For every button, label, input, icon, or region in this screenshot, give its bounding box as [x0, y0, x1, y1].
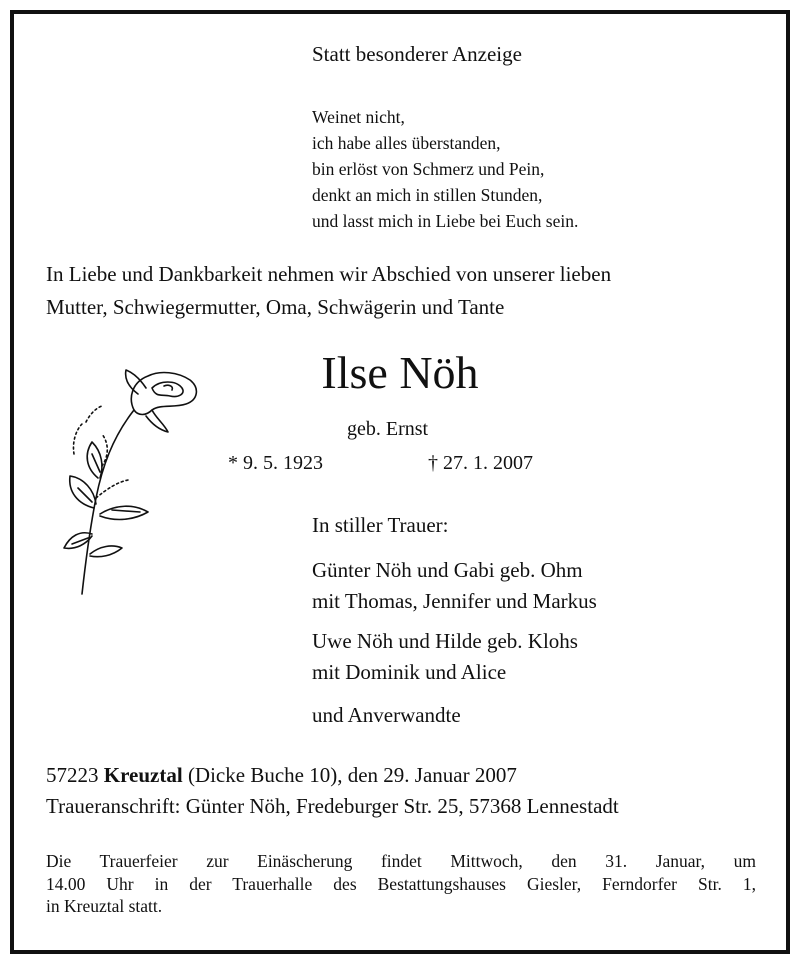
- notice-header: Statt besonderer Anzeige: [312, 42, 522, 66]
- family-group-1: [312, 555, 597, 617]
- place-and-address: [46, 760, 619, 822]
- death-date: † 27. 1. 2007: [428, 452, 533, 474]
- intro-text: [46, 258, 611, 324]
- intro-line: Mutter, Schwiegermutter, Oma, Schwägerin und Tante: [46, 295, 505, 319]
- service-info: [46, 850, 756, 918]
- place-date-line: [46, 760, 619, 791]
- family-line: mit Dominik und Alice: [312, 660, 507, 684]
- family-line: Günter Nöh und Gabi geb. Ohm: [312, 558, 583, 582]
- family-group-2: [312, 626, 578, 688]
- town: Kreuztal: [103, 763, 183, 787]
- poem-line: und lasst mich in Liebe bei Euch sein.: [312, 211, 579, 231]
- poem-line: Weinet nicht,: [312, 107, 405, 127]
- maiden-name: geb. Ernst: [347, 418, 429, 440]
- mourners-title: In stiller Trauer:: [312, 513, 449, 537]
- family-line: mit Thomas, Jennifer und Markus: [312, 589, 597, 613]
- intro-line: In Liebe und Dankbarkeit nehmen wir Abschied von unserer lieben: [46, 262, 612, 286]
- poem: [312, 104, 578, 234]
- birth-date: * 9. 5. 1923: [228, 452, 323, 474]
- deceased-name: Ilse Nöh: [321, 347, 479, 398]
- service-line: 14.00 Uhr in der Trauerhalle des Bestattungshauses Giesler, Ferndorfer Str. 1,: [46, 873, 756, 894]
- poem-line: ich habe alles überstanden,: [312, 133, 501, 153]
- service-line: Die Trauerfeier zur Einäscherung findet Mittwoch, den 31. Januar, um: [46, 851, 756, 871]
- poem-line: denkt an mich in stillen Stunden,: [312, 185, 543, 205]
- relatives-line: und Anverwandte: [312, 703, 461, 727]
- poem-line: bin erlöst von Schmerz und Pein,: [312, 159, 545, 179]
- mourning-address: Traueranschrift: Günter Nöh, Fredeburger Str. 25, 57368 Lennestadt: [46, 794, 619, 818]
- service-line: in Kreuztal statt.: [46, 896, 163, 916]
- place-rest: (Dicke Buche 10), den 29. Januar 2007: [187, 763, 517, 787]
- postcode: 57223: [46, 763, 99, 787]
- family-line: Uwe Nöh und Hilde geb. Klohs: [312, 629, 578, 653]
